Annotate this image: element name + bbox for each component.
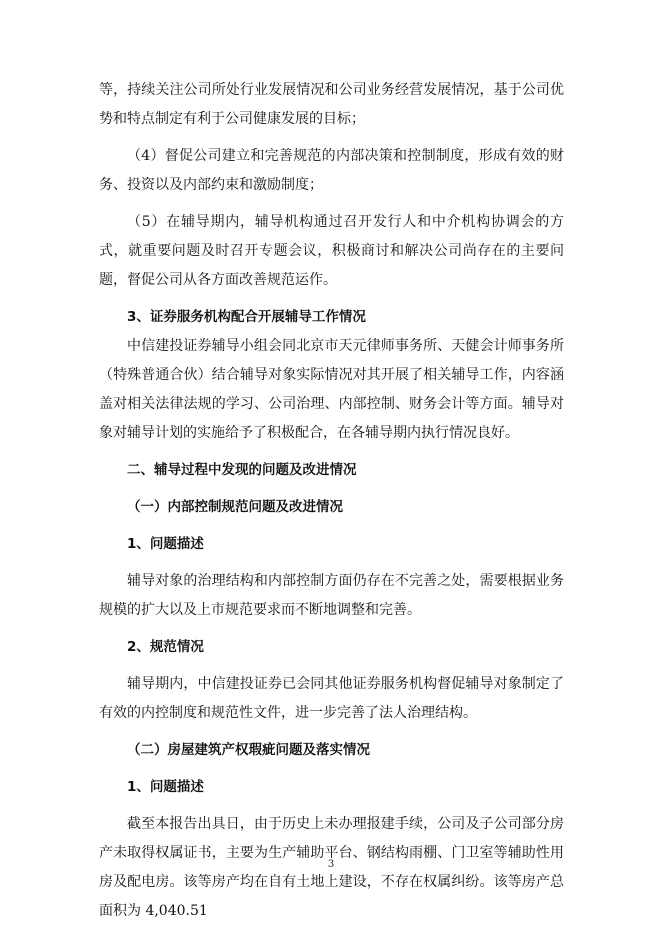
heading-rectification: 2、规范情况: [127, 639, 204, 655]
paragraph-item-5: （5）在辅导期内，辅导机构通过召开发行人和中介机构协调会的方式，就重要问题及时召开专题会议，积极商讨和解决公司尚存在的主要问题，督促公司从各方面改善规范运作。: [99, 214, 564, 288]
heading-internal-control: （一）内部控制规范问题及改进情况: [127, 499, 343, 515]
paragraph-item-4: （4）督促公司建立和完善规范的内部决策和控制制度，形成有效的财务、投资以及内部约束和激励制度；: [99, 148, 564, 193]
heading-problem-description-1: 1、问题描述: [127, 536, 204, 552]
heading-problem-description-2: 1、问题描述: [127, 779, 204, 795]
heading-service-cooperation: 3、证券服务机构配合开展辅导工作情况: [127, 309, 366, 325]
heading-section-2: 二、辅导过程中发现的问题及改进情况: [127, 462, 357, 478]
paragraph-continuation: 等，持续关注公司所处行业发展情况和公司业务经营发展情况，基于公司优势和特点制定有利于公司健康发展的目标；: [99, 82, 564, 127]
document-body: [99, 76, 564, 926]
page-number: 3: [327, 859, 335, 870]
paragraph-internal-control-problem: 辅导对象的治理结构和内部控制方面仍存在不完善之处，需要根据业务规模的扩大以及上市规范要求而不断地调整和完善。: [99, 573, 564, 618]
paragraph-rectification: 辅导期内，中信建投证券已会同其他证券服务机构督促辅导对象制定了有效的内控制度和规范性文件，进一步完善了法人治理结构。: [99, 676, 564, 721]
heading-property-defects: （二）房屋建筑产权瑕疵问题及落实情况: [127, 742, 370, 758]
paragraph-property-problem: 截至本报告出具日，由于历史上未办理报建手续，公司及子公司部分房产未取得权属证书，主要为生产辅助平台、钢结构雨棚、门卫室等辅助性用房及配电房。该等房产均在自有土地上建设，不存在权属纠纷。该等房产总面积为 4,040.51: [99, 816, 564, 919]
paragraph-service-cooperation: 中信建投证券辅导小组会同北京市天元律师事务所、天健会计师事务所（特殊普通合伙）结合辅导对象实际情况对其开展了相关辅导工作，内容涵盖对相关法律法规的学习、公司治理、内部控制、财务会计等方面。辅导对象对辅导计划的实施给予了积极配合，在各辅导期内执行情况良好。: [99, 338, 564, 441]
